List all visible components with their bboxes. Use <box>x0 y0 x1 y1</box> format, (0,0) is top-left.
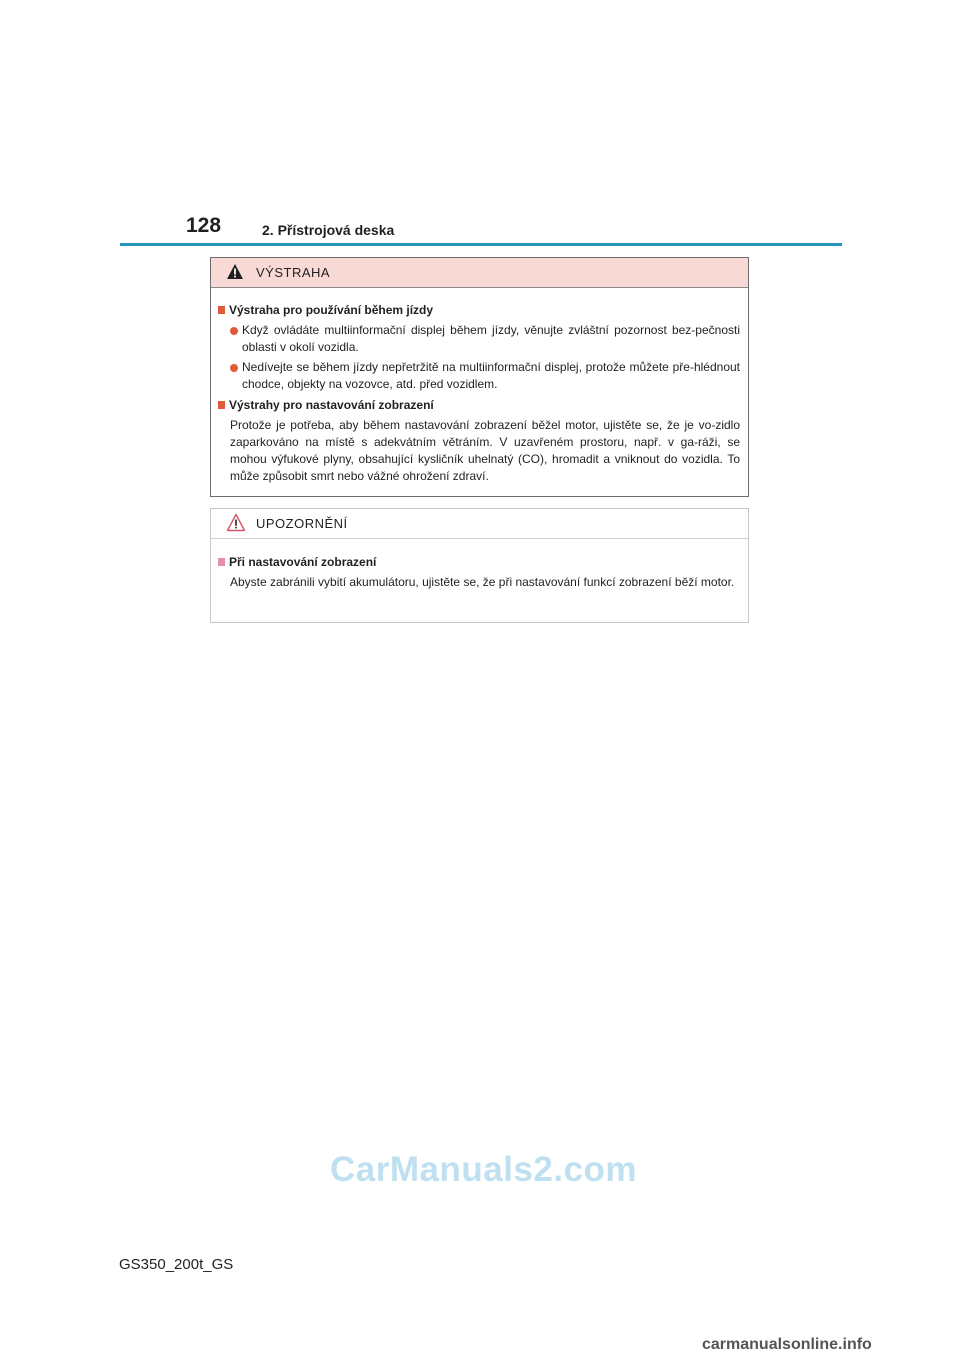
page-header <box>120 214 842 248</box>
caution-title: UPOZORNĚNÍ <box>256 516 348 531</box>
page-number: 128 <box>186 214 222 237</box>
caution-box-header <box>211 509 748 539</box>
section-heading: Výstraha pro používání během jízdy <box>218 301 740 319</box>
square-bullet-icon <box>218 558 225 566</box>
warning-box <box>210 257 749 497</box>
caution-box <box>210 508 749 623</box>
warning-box-header <box>211 258 748 288</box>
warning-title: VÝSTRAHA <box>256 265 331 280</box>
bullet-item: Nedívejte se během jízdy nepřetržitě na multiinformační displej, protože můžete pře-hlédnout chodce, objekty na vozovce, atd. před vozidlem. <box>218 359 740 393</box>
warning-triangle-icon <box>226 263 244 280</box>
watermark-logo: CarManuals2.com <box>330 1150 638 1189</box>
warning-content <box>218 301 740 488</box>
footer-model-code: GS350_200t_GS <box>119 1256 234 1273</box>
caution-content <box>218 553 740 594</box>
round-bullet-icon <box>230 327 238 335</box>
header-rule <box>120 243 842 246</box>
section-paragraph: Abyste zabránili vybití akumulátoru, ujistěte se, že při nastavování funkcí zobrazení běží motor. <box>230 575 735 589</box>
square-bullet-icon <box>218 401 225 409</box>
round-bullet-icon <box>230 364 238 372</box>
bullet-item: Když ovládáte multiinformační displej během jízdy, věnujte zvláštní pozornost bez-pečnosti oblasti v okolí vozidla. <box>218 322 740 356</box>
section-heading: Výstrahy pro nastavování zobrazení <box>218 396 740 414</box>
section-paragraph: Protože je potřeba, aby během nastavování zobrazení běžel motor, ujistěte se, že je vo-zidlo zaparkováno na místě s adekvátním větráním. V uzavřeném prostoru, např. v ga-ráži, se mohou výfukové plyny, obsahující kysličník uhelnatý (CO), hromadit a vniknout do vozidla. To může způsobit smrt nebo vážné ohrožení zdraví. <box>230 418 740 483</box>
square-bullet-icon <box>218 306 225 314</box>
section-title: 2. Přístrojová deska <box>262 222 395 238</box>
footer-site-link[interactable]: carmanualsonline.info <box>702 1336 872 1353</box>
caution-triangle-icon <box>226 513 246 532</box>
section-heading: Při nastavování zobrazení <box>218 553 740 571</box>
